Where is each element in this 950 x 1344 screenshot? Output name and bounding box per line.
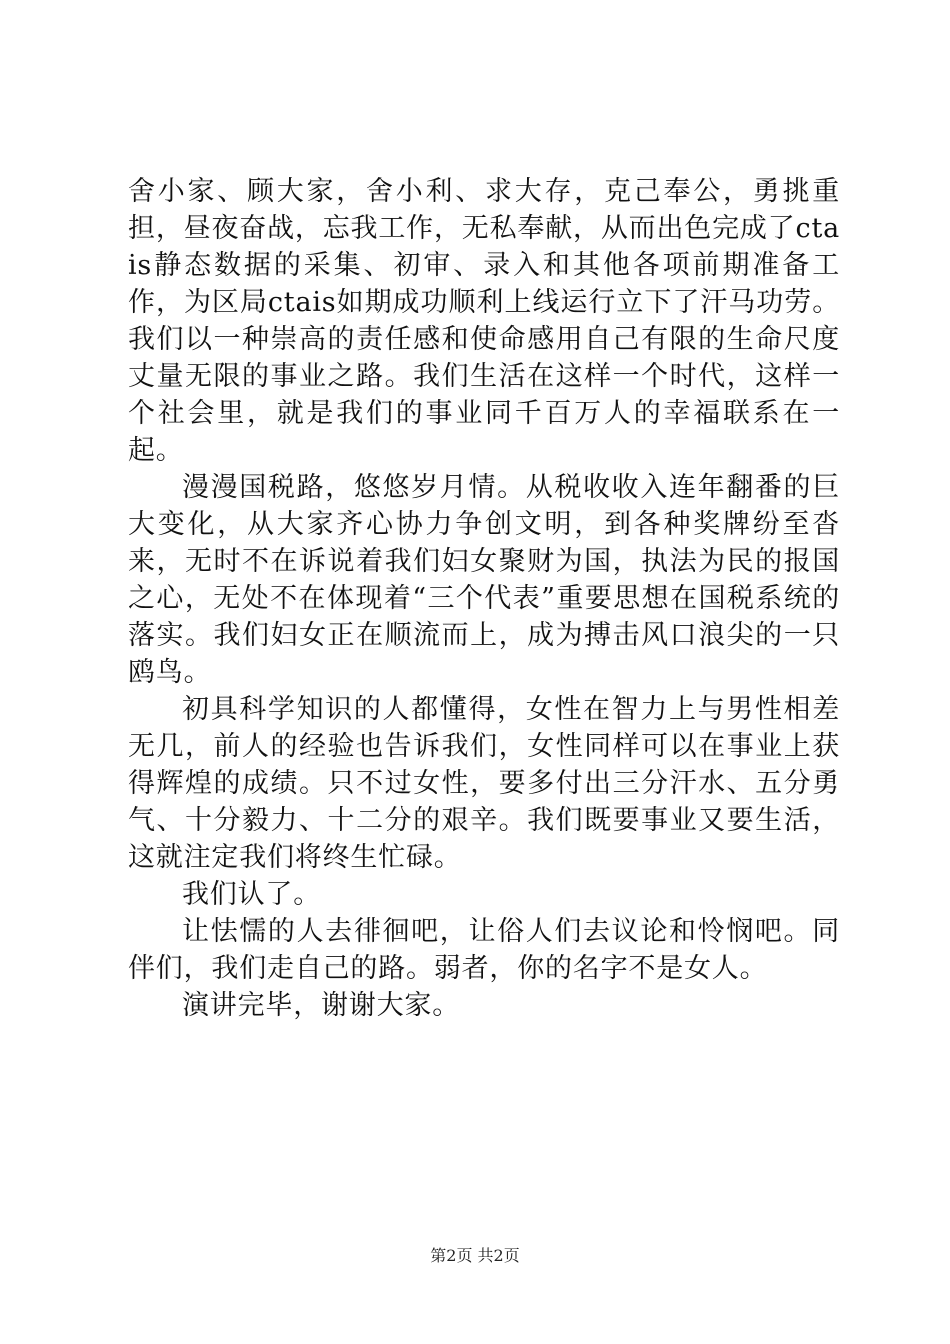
document-body [128,173,840,1024]
paragraph: 演讲完毕，谢谢大家。 [182,990,460,1021]
paragraph: 漫漫国税路，悠悠岁月情。从税收收入连年翻番的巨大变化，从大家齐心协力争创文明，到各种奖牌纷至沓来，无时不在诉说着我们妇女聚财为国，执法为民的报国之心，无处不在体现着“三个代表”重要思想在国税系统的落实。我们妇女正在顺流而上，成为搏击风口浪尖的一只鸥鸟。 [128,472,840,688]
paragraph: 我们认了。 [182,879,321,910]
paragraph: 舍小家、顾大家，舍小利、求大存，克己奉公，勇挑重担，昼夜奋战，忘我工作，无私奉献，从而出色完成了ctais静态数据的采集、初审、录入和其他各项前期准备工作，为区局ctais如期成功顺利上线运行立下了汗马功劳。我们以一种崇高的责任感和使命感用自己有限的生命尺度丈量无限的事业之路。我们生活在这样一个时代，这样一个社会里，就是我们的事业同千百万人的幸福联系在一起。 [128,176,840,466]
page-number-footer: 第2页 共2页 [430,1246,520,1265]
paragraph: 初具科学知识的人都懂得，女性在智力上与男性相差无几，前人的经验也告诉我们，女性同样可以在事业上获得辉煌的成绩。只不过女性，要多付出三分汗水、五分勇气、十分毅力、十二分的艰辛。我们既要事业又要生活，这就注定我们将终生忙碌。 [128,694,840,873]
paragraph: 让怯懦的人去徘徊吧，让俗人们去议论和怜悯吧。同伴们，我们走自己的路。弱者，你的名字不是女人。 [128,916,840,984]
